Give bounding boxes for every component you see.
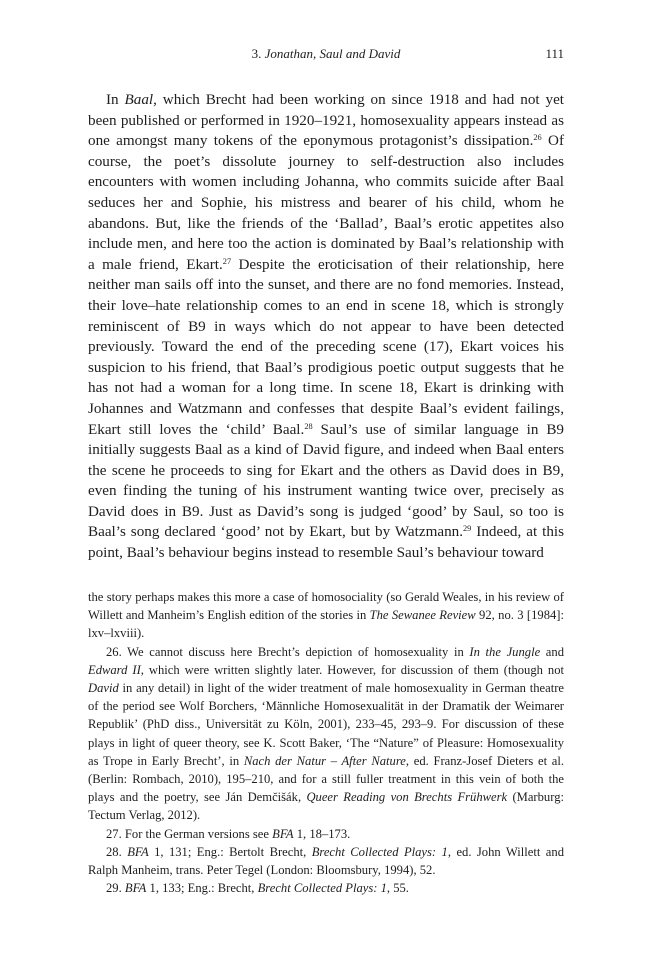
- footnote-number: 26.: [106, 644, 122, 659]
- footnote-marker[interactable]: 27: [222, 256, 232, 266]
- text-run: , 55.: [386, 881, 409, 896]
- footnote-26: [88, 643, 564, 825]
- footnote-marker[interactable]: 28: [304, 421, 313, 431]
- page-number: 111: [545, 46, 564, 61]
- footnote-number: 28.: [106, 844, 122, 859]
- text-run: In: [106, 91, 125, 108]
- footnote-continuation: [88, 588, 564, 643]
- text-run: the story perhaps makes this more a case of homosociality (so Gerald Weales, in his review of Willett and Manheim’s English edition of the stories in: [88, 590, 564, 623]
- text-run: Indeed, at this point, Baal’s behaviour begins instead to resemble Saul’s behaviour toward: [88, 523, 564, 562]
- footnote-marker[interactable]: 29: [463, 524, 472, 534]
- main-text: [88, 90, 564, 564]
- work-title: BFA: [272, 826, 294, 841]
- text-run: For the German versions see: [121, 826, 273, 841]
- text-run: in any detail) in light of the wider treatment of male homosexuality in German theatre of the period see Wolf Borchers, ‘Männliche Homosexualität in der Dramatik der Weimarer Republik’ (PhD diss., Universität zu Köln, 2001), 233–45, 293–9. For discussion of these plays in light of queer theory, see K. Scott Baker, ‘The “Nature” of Pleasure: Homosexuality as Trope in Early Brecht’, in: [88, 681, 564, 768]
- work-title: David: [88, 681, 119, 696]
- work-title: Brecht Collected Plays: 1: [311, 844, 448, 859]
- work-title: Brecht Collected Plays: 1: [257, 881, 387, 896]
- work-title: In the Jungle: [469, 644, 541, 659]
- body-paragraph: [88, 90, 564, 564]
- chapter-title: Jonathan, Saul and David: [264, 46, 401, 61]
- text-run: 1, 131; Eng.: Bertolt Brecht,: [148, 844, 312, 859]
- play-title: Baal: [124, 91, 154, 108]
- work-title: BFA: [127, 844, 149, 859]
- text-run: , which were written slightly later. However, for discussion of them (though not: [140, 662, 564, 677]
- footnote-number: 27.: [106, 826, 122, 841]
- work-title: Queer Reading von Brechts Frühwerk: [306, 790, 508, 805]
- text-run: Saul’s use of similar language in B9 initially suggests Baal as a kind of David figure, and indeed when Baal enters the scene he proceeds to sing for Ekart and the others as David does in B9, even finding the tuning of his instrument wanting twice over, precisely as David does in B9. Just as David’s song is judged ‘good’ by Saul, so too is Baal’s song declared ‘good’ not by Ekart, but by Watzmann.: [88, 420, 565, 541]
- work-title: Edward II: [88, 662, 141, 677]
- footnotes: [88, 588, 564, 897]
- text-run: , which Brecht had been working on since 1918 and had not yet been published or performed in 1920–1921, homosexuality appears instead as one amongst many tokens of the eponymous protagonist’s dissipation.: [88, 91, 564, 150]
- text-run: Of course, the poet’s dissolute journey to self-destruction also includes encounters with women including Johanna, who commits suicide after Baal seduces her and Sophie, his mistress and bearer of his child, whom he abandons. But, like the friends of the ‘Ballad’, Baal’s erotic appetites also include men, and here too the action is dominated by Baal’s relationship with a male friend, Ekart.: [88, 132, 564, 273]
- running-head: [88, 46, 564, 66]
- journal-title: The Sewanee Review: [369, 608, 476, 623]
- text-run: 1, 18–173.: [293, 826, 351, 841]
- text-run: , ed. John Willett and Ralph Manheim, trans. Peter Tegel (London: Bloomsbury, 1994), 52.: [88, 844, 564, 878]
- footnote-marker[interactable]: 26: [533, 133, 542, 143]
- text-run: , ed. Franz-Josef Dieters et al. (Berlin: Rombach, 2010), 195–210, and for a still fuller treatment in this vein of both the plays and the poetry, see Ján Demčišák,: [88, 753, 565, 805]
- text-run: 1, 133; Eng.: Brecht,: [146, 881, 258, 896]
- text-run: 92, no. 3 [1984]: lxv–lxviii).: [88, 608, 564, 641]
- chapter-number: 3.: [251, 46, 262, 61]
- footnote-28: [88, 843, 564, 879]
- text-run: Despite the eroticisation of their relationship, here neither man sails off into the sunset, and there are no fond memories. Instead, their love–hate relationship comes to an end in scene 18, which is strongly reminiscent of B9 in ways which do not appear to have been detected previously. Toward the end of the preceding scene (17), Ekart voices his suspicion to his friend, that Baal’s prodigious poetic output suggests that he has not had a woman for a long time. In scene 18, Ekart is drinking with Johannes and Watzmann and confesses that despite Baal’s evident failings, Ekart still loves the ‘child’ Baal.: [88, 255, 564, 438]
- footnote-29: [88, 879, 564, 897]
- text-run: We cannot discuss here Brecht’s depiction of homosexuality in: [121, 644, 470, 659]
- text-run: and: [540, 644, 564, 659]
- work-title: BFA: [124, 881, 147, 896]
- footnote-27: [88, 825, 564, 843]
- running-title: [88, 46, 564, 62]
- footnote-number: 29.: [106, 881, 122, 896]
- text-run: (Marburg: Tectum Verlag, 2012).: [88, 790, 564, 823]
- work-title: Nach der Natur – After Nature: [243, 753, 406, 768]
